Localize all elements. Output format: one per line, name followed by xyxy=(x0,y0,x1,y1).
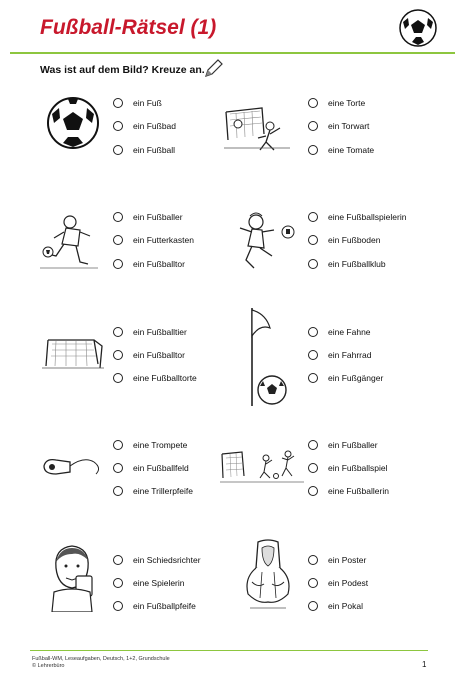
option-2-1[interactable] xyxy=(308,98,365,108)
option-label: ein Schiedsrichter xyxy=(133,555,201,565)
option-label: ein Pokal xyxy=(328,601,363,611)
option-label: ein Fuß xyxy=(133,98,162,108)
checkbox-circle[interactable] xyxy=(113,486,123,496)
option-4-1[interactable] xyxy=(308,212,406,222)
option-label: eine Fußballerin xyxy=(328,486,389,496)
football-player-illustration xyxy=(38,212,100,272)
option-2-3[interactable] xyxy=(308,145,374,155)
option-label: ein Futterkasten xyxy=(133,235,194,245)
checkbox-circle[interactable] xyxy=(113,555,123,565)
option-3-2[interactable] xyxy=(113,235,194,245)
option-label: ein Torwart xyxy=(328,121,370,131)
checkbox-circle[interactable] xyxy=(308,373,318,383)
corner-flag-illustration xyxy=(246,306,296,410)
option-6-3[interactable] xyxy=(308,373,383,383)
checkbox-circle[interactable] xyxy=(113,327,123,337)
goalkeeper-illustration xyxy=(222,104,292,154)
trophy-illustration xyxy=(238,538,298,614)
option-label: eine Fußballtorte xyxy=(133,373,197,383)
checkbox-circle[interactable] xyxy=(308,212,318,222)
option-label: ein Fußball xyxy=(133,145,176,155)
option-4-3[interactable] xyxy=(308,259,386,269)
option-10-2[interactable] xyxy=(308,578,368,588)
checkbox-circle[interactable] xyxy=(308,235,318,245)
option-label: ein Fahrrad xyxy=(328,350,372,360)
option-label: eine Torte xyxy=(328,98,366,108)
page-number: 1 xyxy=(422,660,427,669)
option-4-2[interactable] xyxy=(308,235,380,245)
checkbox-circle[interactable] xyxy=(113,259,123,269)
option-10-3[interactable] xyxy=(308,601,363,611)
option-label: ein Fußboden xyxy=(328,235,381,245)
football-match-illustration xyxy=(220,446,304,486)
option-6-2[interactable] xyxy=(308,350,371,360)
checkbox-circle[interactable] xyxy=(308,259,318,269)
checkbox-circle[interactable] xyxy=(113,463,123,473)
checkbox-circle[interactable] xyxy=(113,98,123,108)
option-label: eine Tomate xyxy=(328,145,375,155)
option-label: ein Fußgänger xyxy=(328,373,384,383)
checkbox-circle[interactable] xyxy=(113,578,123,588)
option-label: ein Fußballtor xyxy=(133,350,185,360)
option-5-1[interactable] xyxy=(113,327,187,337)
checkbox-circle[interactable] xyxy=(308,463,318,473)
footer xyxy=(32,656,170,670)
checkbox-circle[interactable] xyxy=(308,440,318,450)
option-label: ein Fußballpfeife xyxy=(133,601,196,611)
referee-illustration xyxy=(42,542,102,612)
checkbox-circle[interactable] xyxy=(308,145,318,155)
option-1-2[interactable] xyxy=(113,121,176,131)
option-label: ein Fußballer xyxy=(328,440,378,450)
option-5-3[interactable] xyxy=(113,373,197,383)
checkbox-circle[interactable] xyxy=(308,350,318,360)
checkbox-circle[interactable] xyxy=(113,121,123,131)
checkbox-circle[interactable] xyxy=(113,350,123,360)
option-1-1[interactable] xyxy=(113,98,162,108)
option-6-1[interactable] xyxy=(308,327,371,337)
option-7-1[interactable] xyxy=(113,440,187,450)
instruction-text: Was ist auf dem Bild? Kreuze an. xyxy=(40,64,205,76)
option-label: eine Trillerpfeife xyxy=(133,486,194,496)
option-9-3[interactable] xyxy=(113,601,196,611)
option-8-1[interactable] xyxy=(308,440,378,450)
option-2-2[interactable] xyxy=(308,121,369,131)
option-8-2[interactable] xyxy=(308,463,388,473)
checkbox-circle[interactable] xyxy=(113,440,123,450)
option-10-1[interactable] xyxy=(308,555,366,565)
option-1-3[interactable] xyxy=(113,145,175,155)
checkbox-circle[interactable] xyxy=(308,578,318,588)
football-icon xyxy=(398,8,438,48)
option-label: ein Fußbad xyxy=(133,121,176,131)
footer-rule xyxy=(30,650,428,651)
option-7-2[interactable] xyxy=(113,463,189,473)
option-label: eine Fahne xyxy=(328,327,371,337)
footer-line-1: Fußball-WM, Leseaufgaben, Deutsch, 1+2, Grundschule xyxy=(32,656,170,662)
option-3-3[interactable] xyxy=(113,259,185,269)
checkbox-circle[interactable] xyxy=(308,121,318,131)
checkbox-circle[interactable] xyxy=(113,601,123,611)
option-9-2[interactable] xyxy=(113,578,185,588)
option-8-3[interactable] xyxy=(308,486,389,496)
option-label: ein Fußballtor xyxy=(133,259,185,269)
checkbox-circle[interactable] xyxy=(113,212,123,222)
pencil-icon xyxy=(202,58,224,80)
checkbox-circle[interactable] xyxy=(308,555,318,565)
option-label: ein Fußballklub xyxy=(328,259,386,269)
goal-illustration xyxy=(42,332,104,372)
footer-line-2: © Lehrerbüro xyxy=(32,663,65,669)
checkbox-circle[interactable] xyxy=(308,98,318,108)
football-illustration xyxy=(46,96,100,150)
option-label: eine Spielerin xyxy=(133,578,185,588)
option-9-1[interactable] xyxy=(113,555,201,565)
option-7-3[interactable] xyxy=(113,486,193,496)
option-label: eine Fußballspielerin xyxy=(328,212,407,222)
checkbox-circle[interactable] xyxy=(308,601,318,611)
option-label: ein Fußballfeld xyxy=(133,463,189,473)
option-3-1[interactable] xyxy=(113,212,183,222)
whistle-illustration xyxy=(40,452,106,482)
option-label: eine Trompete xyxy=(133,440,188,450)
checkbox-circle[interactable] xyxy=(113,145,123,155)
page-title: Fußball-Rätsel (1) xyxy=(40,16,217,39)
option-label: ein Podest xyxy=(328,578,369,588)
option-label: ein Poster xyxy=(328,555,367,565)
option-5-2[interactable] xyxy=(113,350,185,360)
checkbox-circle[interactable] xyxy=(113,373,123,383)
checkbox-circle[interactable] xyxy=(308,486,318,496)
option-label: ein Fußballer xyxy=(133,212,183,222)
option-label: ein Fußballspiel xyxy=(328,463,388,473)
female-player-illustration xyxy=(232,210,298,274)
checkbox-circle[interactable] xyxy=(308,327,318,337)
option-label: ein Fußballtier xyxy=(133,327,187,337)
checkbox-circle[interactable] xyxy=(113,235,123,245)
